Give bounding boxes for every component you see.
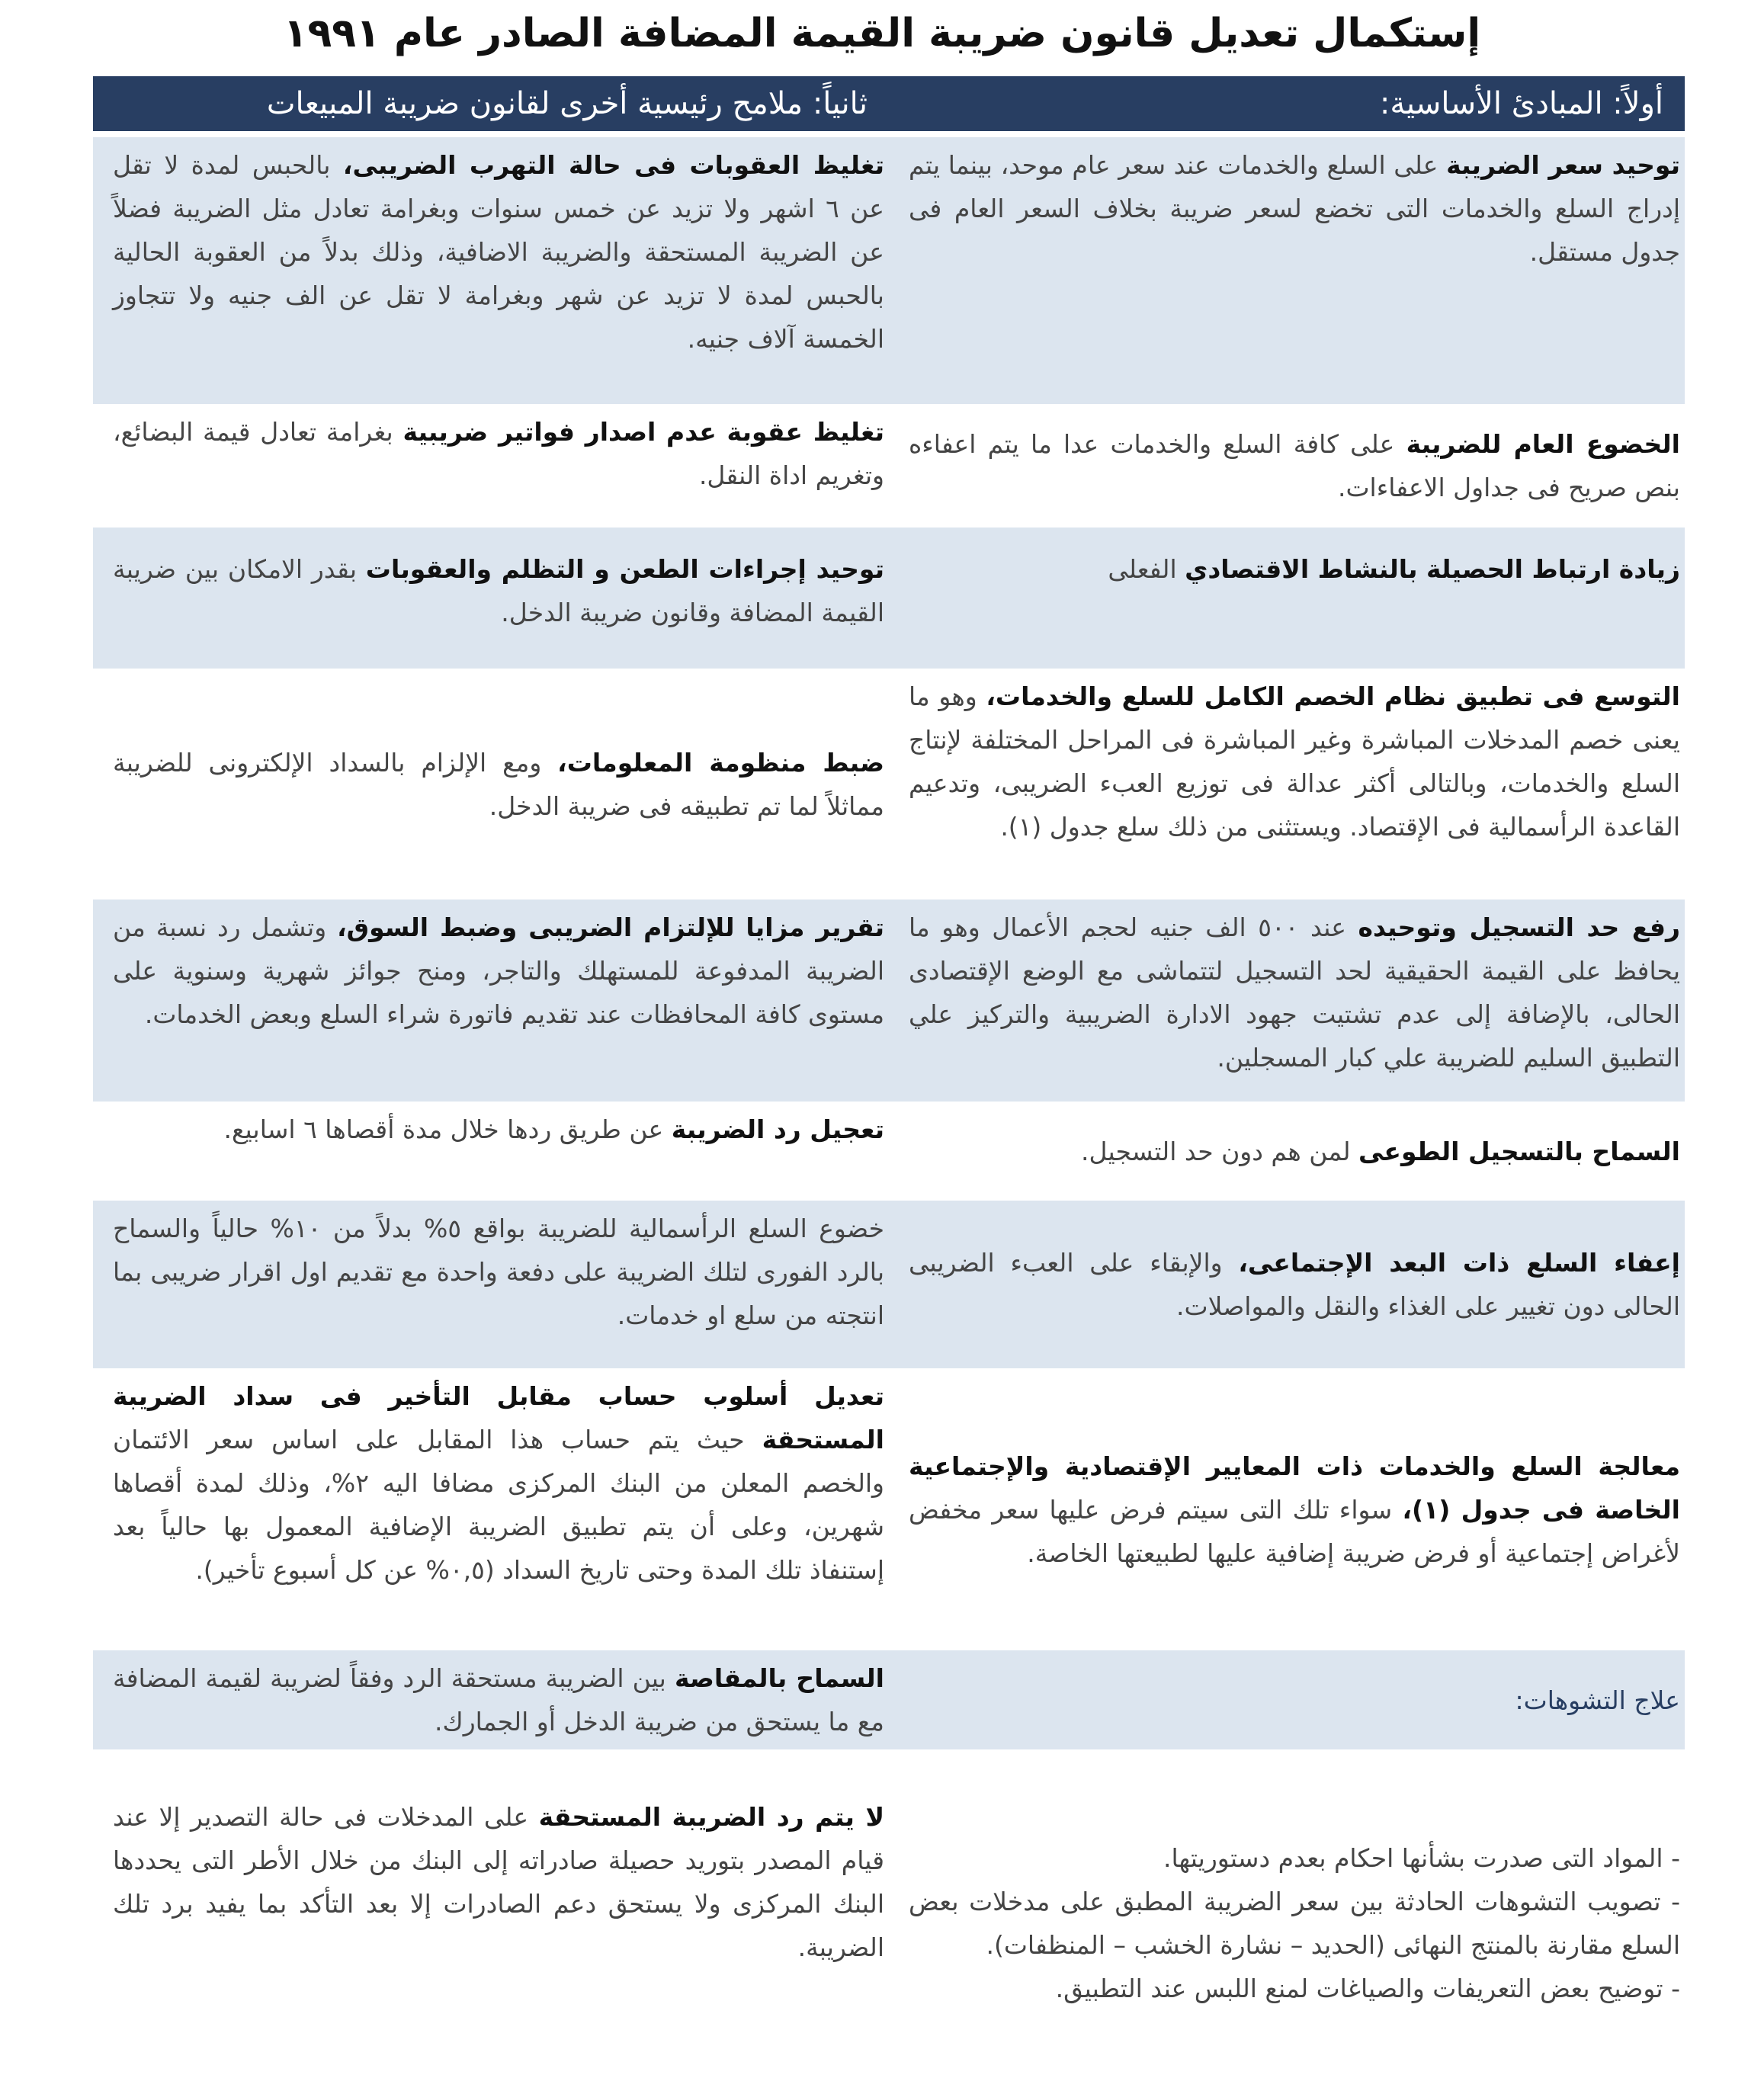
table-row: [93, 1749, 1685, 2016]
list-item: - المواد التى صدرت بشأنها احكام بعدم دستوريتها.: [1163, 1843, 1680, 1873]
principle-cell: [889, 1749, 1685, 2016]
feature-cell: تقرير مزايا للإلتزام الضريبى وضبط السوق، وتشمل رد نسبة من الضريبة المدفوعة للمستهلك والتاجر، ومنح جوائز شهرية وسنوية على مستوى كافة المحافظات عند تقديم فاتورة شراء السلع وبعض الخدمات.: [113, 912, 885, 1029]
table-row: [93, 669, 1685, 900]
principle-cell: إعفاء السلع ذات البعد الإجتماعى، والإبقاء على العبء الضريبى الحالى دون تغيير على الغذاء والنقل والمواصلات.: [909, 1248, 1680, 1321]
principle-cell: الخضوع العام للضريبة على كافة السلع والخدمات عدا ما يتم اعفاءه بنص صريح فى جداول الاعفاءات.: [909, 429, 1680, 502]
distortions-heading: علاج التشوهات:: [1515, 1685, 1680, 1715]
feature-cell: تغليظ عقوبة عدم اصدار فواتير ضريبية بغرامة تعادل قيمة البضائع، وتغريم اداة النقل.: [113, 417, 884, 490]
table-row: [93, 1368, 1685, 1650]
principle-cell: رفع حد التسجيل وتوحيده عند ٥٠٠ الف جنيه لحجم الأعمال وهو ما يحافظ على القيمة الحقيقية لحد التسجيل لتتماشى مع الوضع الإقتصادى الحالى، بالإضافة إلى عدم تشتيت جهود الادارة الضريبية والتركيز علي التطبيق السليم للضريبة علي كبار المسجلين.: [909, 912, 1680, 1073]
principle-cell: زيادة ارتباط الحصيلة بالنشاط الاقتصادي الفعلى: [1108, 554, 1680, 584]
feature-cell: تعديل أسلوب حساب مقابل التأخير فى سداد الضريبة المستحقة حيث يتم حساب هذا المقابل على اساس سعر الائتمان والخصم المعلن من البنك المركزى مضافا اليه ٢%، وذلك لمدة أقصاها شهرين، وعلى أن يتم تطبيق الضريبة الإضافية المعمول بها حالياً بعد إستنفاذ تلك المدة وحتى تاريخ السداد (٠,٥% عن كل أسبوع تأخير).: [113, 1381, 884, 1585]
table-row: [93, 1201, 1685, 1368]
table-row: [93, 528, 1685, 669]
table-header: [93, 76, 1685, 131]
feature-cell: تغليظ العقوبات فى حالة التهرب الضريبى، بالحبس لمدة لا تقل عن ٦ اشهر ولا تزيد عن خمس سنوات وبغرامة تعادل مثل الضريبة فضلاً عن الضريبة المستحقة والضريبة الاضافية، وذلك بدلاً من العقوبة الحالية بالحبس لمدة لا تزيد عن شهر وبغرامة لا تقل عن الف جنيه ولا تتجاوز الخمسة آلاف جنيه.: [113, 150, 884, 354]
feature-cell: توحيد إجراءات الطعن و التظلم والعقوبات بقدر الامكان بين ضريبة القيمة المضافة وقانون ضريبة الدخل.: [113, 554, 884, 627]
table-body: [93, 137, 1685, 2016]
header-basic-principles: أولاً: المبادئ الأساسية:: [1379, 86, 1663, 121]
feature-cell: السماح بالمقاصة بين الضريبة مستحقة الرد وفقاً لضريبة لقيمة المضافة مع ما يستحق من ضريبة الدخل أو الجمارك.: [113, 1663, 884, 1736]
feature-cell: لا يتم رد الضريبة المستحقة على المدخلات فى حالة التصدير إلا عند قيام المصدر بتوريد حصيلة صادراته إلى البنك من خلال الأطر التى يحددها البنك المركزى ولا يستحق دعم الصادرات إلا بعد التأكد بما يفيد برد تلك الضريبة.: [113, 1802, 885, 1962]
table-row: [93, 137, 1685, 404]
principle-cell: معالجة السلع والخدمات ذات المعايير الإقتصادية والإجتماعية الخاصة فى جدول (١)، سواء تلك التى سيتم فرض عليها سعر مخفض لأغراض إجتماعية أو فرض ضريبة إضافية عليها لطبيعتها الخاصة.: [909, 1451, 1680, 1568]
list-item: - تصويب التشوهات الحادثة بين سعر الضريبة المطبق على مدخلات بعض السلع مقارنة بالمنتج النهائى (الحديد – نشارة الخشب – المنظفات).: [909, 1887, 1680, 1960]
principle-cell: توحيد سعر الضريبة على السلع والخدمات عند سعر عام موحد، بينما يتم إدراج السلع والخدمات التى تخضع لسعر ضريبة بخلاف السعر العام فى جدول مستقل.: [909, 150, 1681, 267]
feature-cell: ضبط منظومة المعلومات، ومع الإلزام بالسداد الإلكترونى للضريبة مماثلاً لما تم تطبيقه فى ضريبة الدخل.: [113, 747, 884, 821]
feature-cell: تعجيل رد الضريبة عن طريق ردها خلال مدة أقصاها ٦ اسابيع.: [223, 1114, 884, 1144]
page-title: إستكمال تعديل قانون ضريبة القيمة المضافة الصادر عام ١٩٩١: [283, 11, 1481, 56]
principle-cell: السماح بالتسجيل الطوعى لمن هم دون حد التسجيل.: [1081, 1136, 1680, 1166]
header-other-features: ثانياً: ملامح رئيسية أخرى لقانون ضريبة المبيعات: [266, 86, 868, 121]
table-row: [93, 900, 1685, 1102]
list-item: - توضيح بعض التعريفات والصياغات لمنع اللبس عند التطبيق.: [1055, 1974, 1680, 2003]
principle-cell: [889, 1650, 1685, 1749]
feature-cell: خضوع السلع الرأسمالية للضريبة بواقع ٥% بدلاً من ١٠% حالياً والسماح بالرد الفورى لتلك الضريبة على دفعة واحدة مع تقديم اول اقرار ضريبى بما انتجته من سلع او خدمات.: [113, 1214, 885, 1330]
table-row: [93, 1650, 1685, 1749]
principle-cell: التوسع فى تطبيق نظام الخصم الكامل للسلع والخدمات، وهو ما يعنى خصم المدخلات المباشرة وغير المباشرة فى المراحل المختلفة لإنتاج السلع والخدمات، وبالتالى أكثر عدالة فى توزيع العبء الضريبى، وتدعيم القاعدة الرأسمالية فى الإقتصاد. ويستثنى من ذلك سلع جدول (١).: [909, 681, 1680, 842]
table-row: [93, 1102, 1685, 1201]
table-row: [93, 404, 1685, 528]
